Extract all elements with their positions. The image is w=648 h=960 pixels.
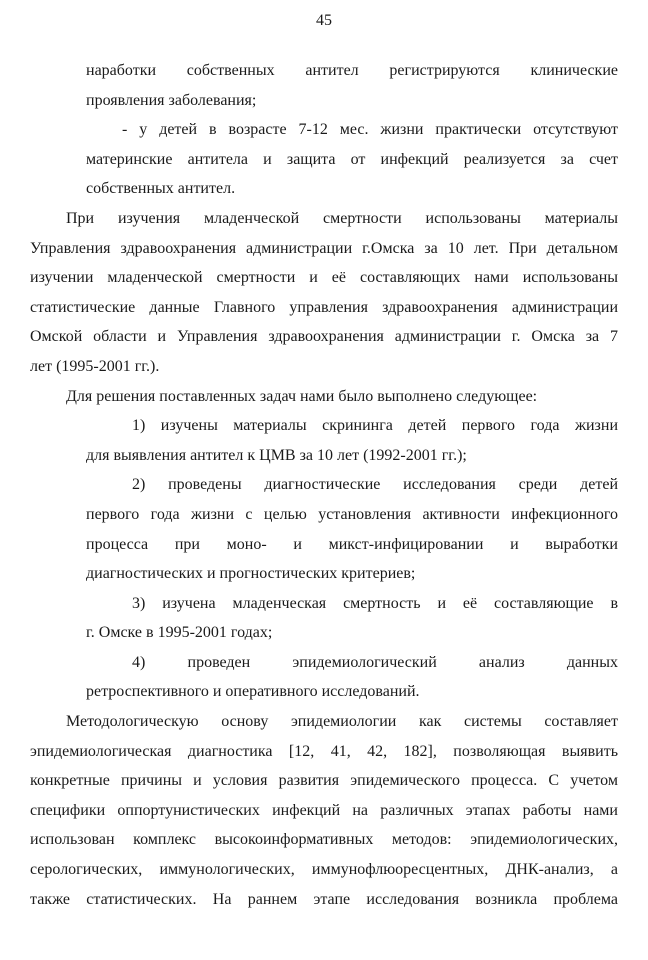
text-line: первого года жизни с целью установления активности инфекционного	[86, 505, 618, 523]
text-line: ретроспективного и оперативного исследований.	[86, 683, 420, 701]
paragraph-first-line: Методологическую основу эпидемиологии как системы составляет	[66, 713, 618, 731]
text-line: Управления здравоохранения администрации г.Омска за 10 лет. При детальном	[30, 239, 618, 257]
text-line: изучении младенческой смертности и её составляющих нами использованы	[30, 269, 618, 287]
text-line: использован комплекс высокоинформативных методов: эпидемиологических,	[30, 831, 618, 849]
text-line: конкретные причины и условия развития эпидемического процесса. С учетом	[30, 772, 618, 790]
text-line: эпидемиологическая диагностика [12, 41, 42, 182], позволяющая выявить	[30, 742, 618, 760]
text-line: собственных антител.	[86, 180, 236, 198]
text-line: серологических, иммунологических, иммунофлюоресцентных, ДНК-анализ, а	[30, 861, 618, 879]
text-line: г. Омске в 1995-2001 годах;	[86, 624, 273, 642]
text-line: для выявления антител к ЦМВ за 10 лет (1992-2001 гг.);	[86, 446, 467, 464]
text-line: Омской области и Управления здравоохранения администрации г. Омска за 7	[30, 328, 618, 346]
list-item-numbered: 4) проведен эпидемиологический анализ данных	[132, 653, 618, 671]
text-line: диагностических и прогностических критериев;	[86, 565, 416, 583]
list-item-numbered: 2) проведены диагностические исследования среди детей	[132, 476, 618, 494]
paragraph-first-line: Для решения поставленных задач нами было выполнено следующее:	[66, 387, 538, 405]
document-body	[30, 56, 618, 914]
page-number: 45	[316, 12, 332, 29]
paragraph-first-line: При изучения младенческой смертности использованы материалы	[66, 209, 618, 227]
list-item-dash: - у детей в возрасте 7-12 мес. жизни практически отсутствуют	[122, 121, 618, 139]
list-item-numbered: 3) изучена младенческая смертность и её составляющие в	[132, 594, 618, 612]
list-item-numbered: 1) изучены материалы скрининга детей первого года жизни	[132, 417, 618, 435]
text-line: материнские антитела и защита от инфекций реализуется за счет	[86, 150, 618, 168]
text-line: лет (1995-2001 гг.).	[30, 357, 160, 375]
text-line: проявления заболевания;	[86, 91, 257, 109]
text-line: также статистических. На раннем этапе исследования возникла проблема	[30, 890, 618, 908]
text-line: процесса при моно- и микст-инфицировании и выработки	[86, 535, 618, 553]
text-line: наработки собственных антител регистрируются клинические	[86, 62, 618, 79]
text-line: специфики оппортунистических инфекций на различных этапах работы нами	[30, 801, 618, 819]
text-line: статистические данные Главного управления здравоохранения администрации	[30, 298, 618, 316]
